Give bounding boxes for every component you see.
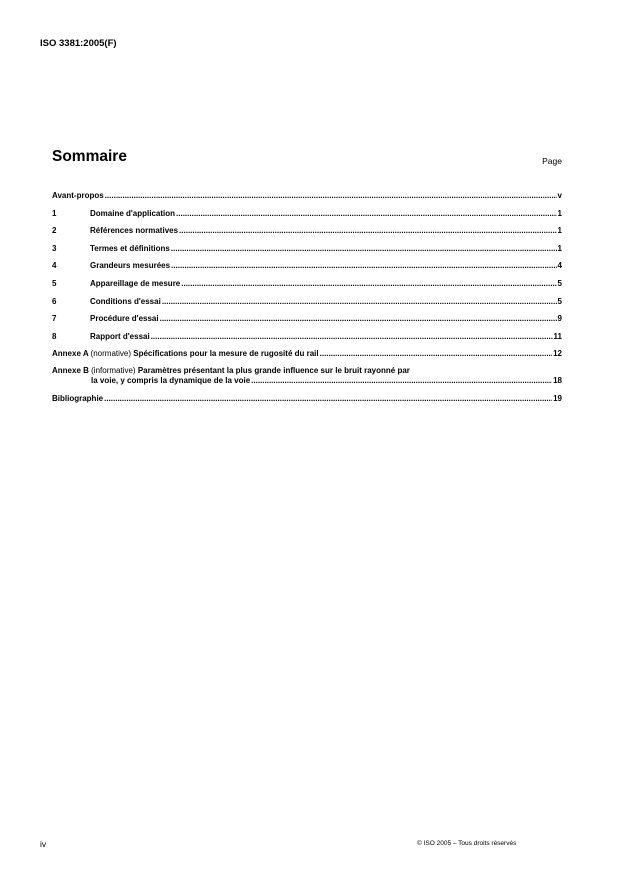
toc-entry-4[interactable]	[52, 260, 562, 271]
toc-entry-title: Domaine d'application	[90, 208, 176, 218]
table-of-contents	[52, 190, 562, 410]
toc-entry-number: 8	[52, 331, 57, 341]
toc-heading	[52, 148, 562, 172]
dot-leader	[104, 393, 552, 404]
toc-entry-page: 1	[557, 208, 562, 218]
toc-entry-title-line2	[52, 376, 562, 386]
toc-entry-number: 6	[52, 296, 57, 306]
dot-leader	[160, 313, 557, 324]
toc-entry-number: 7	[52, 314, 57, 324]
toc-entry-6[interactable]	[52, 296, 562, 307]
toc-entry-page: 4	[557, 261, 562, 271]
toc-title: Sommaire	[52, 148, 127, 165]
toc-page-column-label: Page	[542, 156, 562, 166]
annex-kind: (normative)	[90, 349, 131, 359]
toc-entry-title: Références normatives	[90, 226, 179, 236]
toc-entry-page: v	[557, 191, 562, 200]
toc-entry-page: 19	[553, 393, 562, 403]
annex-kind: (informative)	[91, 365, 136, 375]
toc-entry-number: 3	[52, 243, 57, 253]
dot-leader	[176, 208, 557, 219]
dot-leader	[251, 376, 552, 387]
toc-entry-title: Rapport d'essai	[90, 331, 150, 341]
toc-entry-page: 1	[557, 243, 562, 253]
toc-entry-annex-a[interactable]	[52, 348, 562, 359]
toc-entry-title-line1	[52, 366, 562, 376]
toc-entry-title: Grandeurs mesurées	[90, 261, 171, 271]
toc-entry-title: Conditions d'essai	[90, 296, 161, 306]
dot-leader	[171, 243, 557, 254]
toc-entry-number: 4	[52, 261, 57, 271]
document-id: ISO 3381:2005(F)	[40, 38, 117, 49]
dot-leader	[179, 225, 557, 236]
toc-entry-title: Bibliographie	[52, 393, 104, 403]
toc-entry-title: Appareillage de mesure	[90, 278, 181, 288]
toc-entry-page: 5	[557, 278, 562, 288]
toc-entry-2[interactable]	[52, 225, 562, 236]
annex-title-line1: Paramètres présentant la plus grande influence sur le bruit rayonné par	[137, 365, 410, 375]
toc-entry-bibliographie[interactable]	[52, 393, 562, 404]
toc-entry-title: Termes et définitions	[90, 243, 170, 253]
toc-entry-5[interactable]	[52, 278, 562, 289]
toc-entry-number: 1	[52, 208, 57, 218]
toc-entry-page: 1	[557, 226, 562, 236]
toc-entry-page: 12	[553, 349, 562, 359]
toc-entry-7[interactable]	[52, 313, 562, 324]
dot-leader	[320, 348, 552, 359]
annex-title-line2: la voie, y compris la dynamique de la voie	[91, 375, 251, 385]
dot-leader	[171, 260, 557, 271]
dot-leader	[105, 190, 557, 201]
toc-entry-3[interactable]	[52, 243, 562, 254]
toc-entry-page: 5	[557, 296, 562, 306]
dot-leader	[162, 296, 557, 307]
toc-entry-page: 18	[553, 375, 562, 385]
toc-entry-number: 2	[52, 226, 57, 236]
toc-entry-page: 11	[553, 331, 562, 341]
toc-entry-title: Avant-propos	[52, 191, 104, 200]
toc-entry-1[interactable]	[52, 208, 562, 219]
annex-label: Annexe A	[52, 349, 89, 359]
toc-entry-title	[52, 348, 319, 359]
annex-title: Spécifications pour la mesure de rugosité du rail	[133, 349, 319, 359]
toc-entry-avant-propos[interactable]	[52, 190, 562, 201]
toc-entry-8[interactable]	[52, 331, 562, 342]
page-number: iv	[40, 839, 47, 849]
dot-leader	[151, 331, 553, 342]
annex-label: Annexe B	[52, 365, 89, 375]
toc-entry-title: Procédure d'essai	[90, 314, 159, 324]
dot-leader	[181, 278, 556, 289]
toc-entry-page: 9	[557, 314, 562, 324]
toc-entry-annex-b[interactable]	[52, 366, 562, 386]
toc-entry-number: 5	[52, 278, 57, 288]
copyright-notice: © ISO 2005 – Tous droits réservés	[417, 840, 517, 847]
